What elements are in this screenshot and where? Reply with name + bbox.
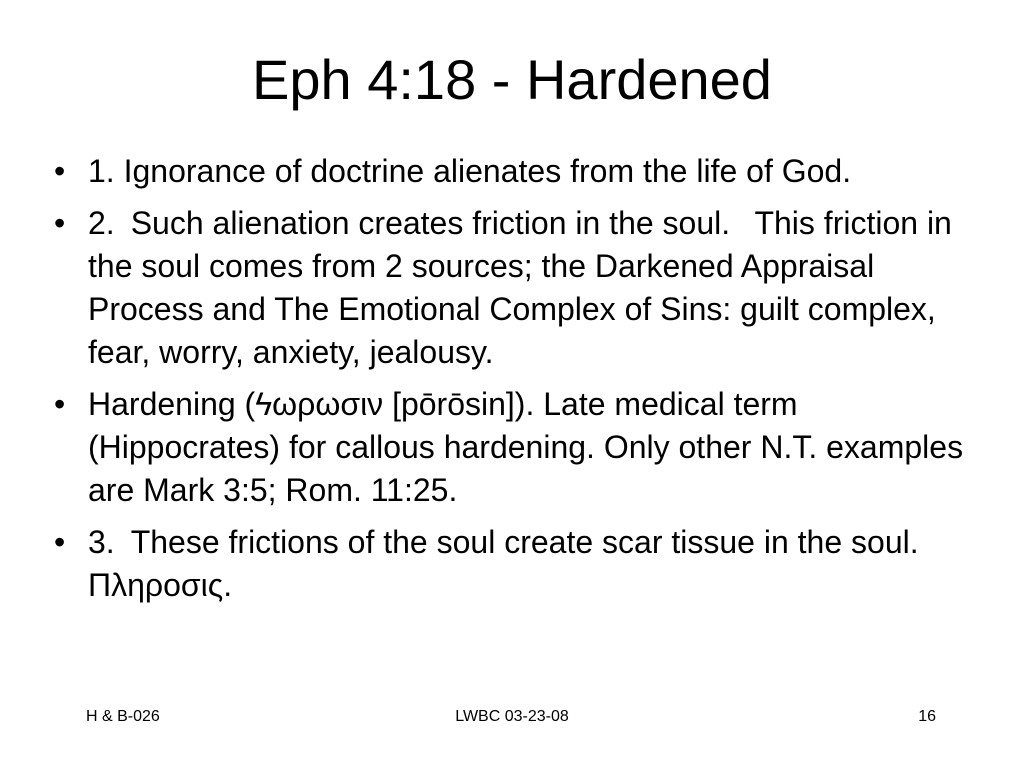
bullet-text-1: 1. Ignorance of doctrine alienates from the life of God.	[88, 153, 852, 189]
page-number: 16	[918, 708, 936, 725]
bullet-item-1	[50, 150, 984, 193]
bullet-item-3	[50, 383, 984, 512]
footer-center-text: LWBC 03-23-08	[455, 708, 569, 725]
bullet-marker: •	[54, 386, 66, 422]
bullet-marker: •	[54, 524, 66, 560]
footer-left-text: H & B-026	[86, 708, 160, 725]
slide-title: Eph 4:18 - Hardened	[252, 48, 772, 111]
bullet-marker: •	[54, 205, 66, 241]
bullet-item-4	[50, 521, 984, 607]
bullet-text-3: Hardening (ϟωρωσιν [pōrōsin]). Late medical term (Hippocrates) for callous hardening. Only other N.T. examples are Mark 3:5; Rom. 11:25.	[88, 386, 964, 508]
bullet-list	[50, 150, 984, 616]
bullet-text-4: 3. These frictions of the soul create scar tissue in the soul. Πληροσις.	[88, 524, 935, 603]
bullet-marker: •	[54, 153, 66, 189]
bullet-item-2	[50, 202, 984, 374]
bullet-text-2: 2. Such alienation creates friction in the soul. This friction in the soul comes from 2 sources; the Darkened Appraisal Process and The Emotional Complex of Sins: guilt complex, fear, worry, anxiety, jealousy.	[88, 205, 952, 370]
